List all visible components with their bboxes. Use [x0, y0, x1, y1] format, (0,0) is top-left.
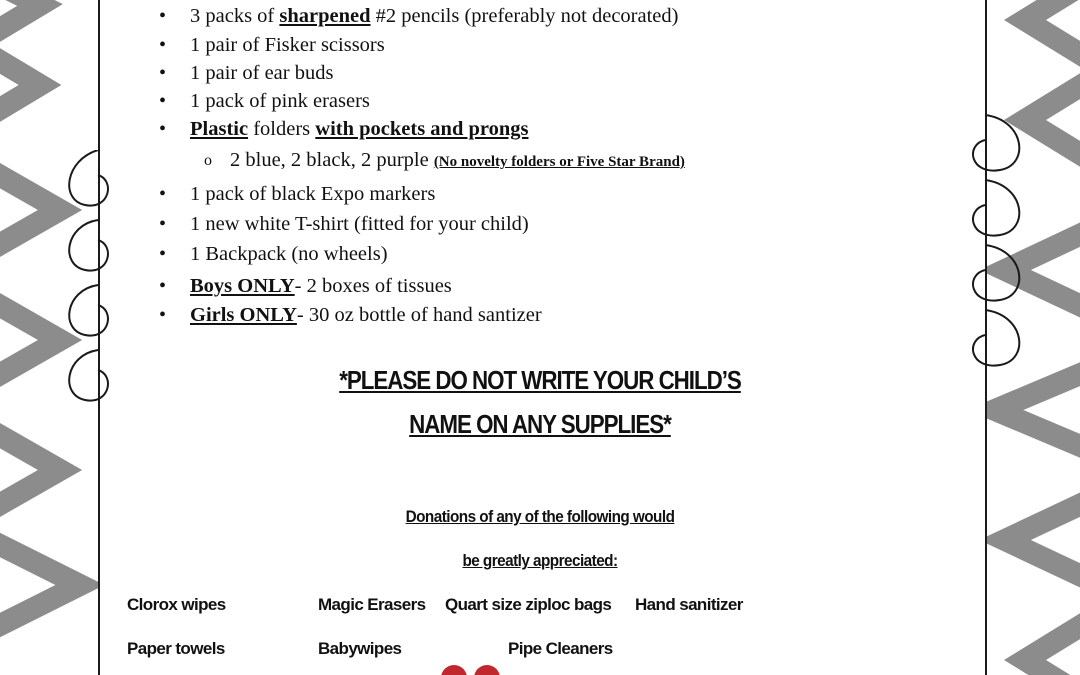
- supply-list: [150, 2, 850, 328]
- list-item: [150, 209, 850, 239]
- list-item-text: 1 pack of pink erasers: [190, 90, 370, 112]
- list-item: [150, 239, 850, 270]
- notice-line-2: NAME ON ANY SUPPLIES*: [409, 409, 671, 439]
- donation-item: Babywipes: [318, 639, 402, 658]
- list-item: [150, 59, 850, 87]
- donation-item: Hand sanitizer: [635, 595, 743, 614]
- list-item-text: 1 new white T-shirt (fitted for your child): [190, 213, 529, 235]
- list-item-text: 1 Backpack (no wheels): [190, 243, 388, 265]
- list-item-text: - 2 boxes of tissues: [294, 275, 452, 297]
- list-item-text: 3 packs of: [190, 5, 280, 27]
- list-item-text: 1 pack of black Expo markers: [190, 183, 436, 205]
- list-item-text: 1 pair of Fisker scissors: [190, 34, 385, 56]
- list-item: [150, 303, 850, 328]
- list-item-emphasis: Girls ONLY: [190, 304, 297, 326]
- list-item-text: - 30 oz bottle of hand santizer: [296, 304, 542, 326]
- donation-item: Paper towels: [127, 639, 225, 658]
- list-item-emphasis: with pockets and prongs: [315, 118, 529, 140]
- donation-item: Quart size ziploc bags: [445, 595, 612, 614]
- notice-line-1: *PLEASE DO NOT WRITE YOUR CHILD’S: [339, 365, 741, 395]
- heart-icon: [432, 664, 512, 675]
- list-item-note: (No novelty folders or Five Star Brand): [433, 154, 685, 170]
- list-item: [150, 2, 850, 31]
- donation-item: Magic Erasers: [318, 595, 426, 614]
- list-item: [150, 87, 850, 116]
- list-item: [150, 116, 850, 143]
- donation-item: Pipe Cleaners: [508, 639, 613, 658]
- sub-list-item: [150, 143, 850, 179]
- list-item-text: 2 blue, 2 black, 2 purple: [230, 149, 434, 171]
- left-curl-flourish: [55, 150, 125, 450]
- list-item: [150, 270, 850, 303]
- right-curl-flourish: [945, 110, 1035, 390]
- donation-item: Clorox wipes: [127, 595, 226, 614]
- list-item-text: 1 pair of ear buds: [190, 62, 334, 84]
- list-item-emphasis: Boys ONLY: [190, 275, 295, 297]
- list-item: [150, 31, 850, 59]
- donations-heading-1: Donations of any of the following would: [405, 507, 675, 526]
- list-item-text: #2 pencils (preferably not decorated): [370, 5, 679, 27]
- list-item: [150, 179, 850, 209]
- list-item-text: folders: [248, 118, 316, 140]
- donations-heading-2: be greatly appreciated:: [462, 551, 618, 570]
- list-item-emphasis: sharpened: [279, 5, 371, 27]
- list-item-emphasis: Plastic: [190, 118, 249, 140]
